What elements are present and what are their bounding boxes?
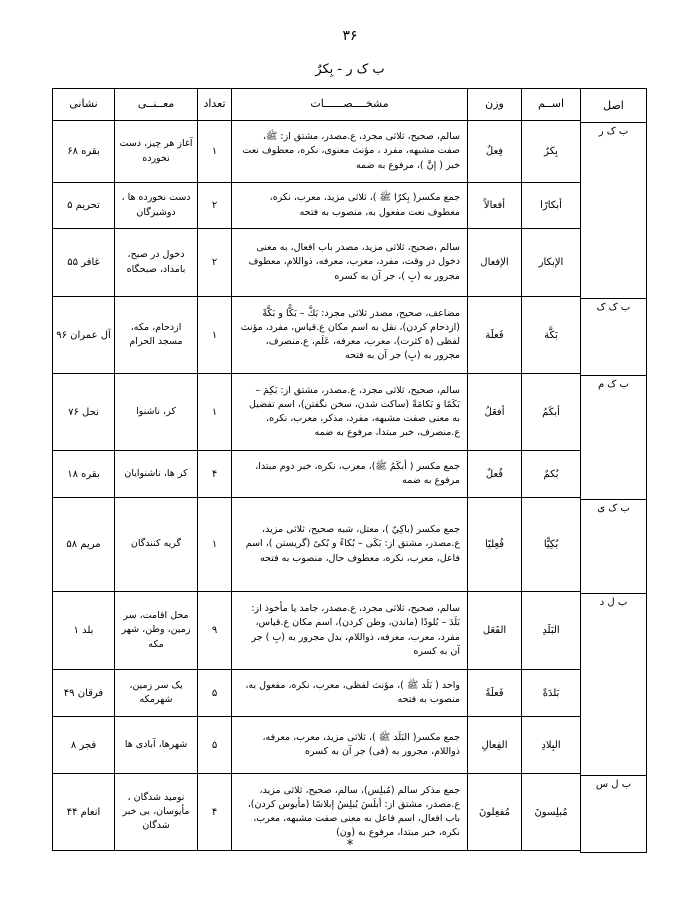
word-cell: الإبكار [522,229,581,297]
page-heading: ب ک ر - بِکرٌ [315,62,385,77]
description-cell: مضاعف، صحیح، مصدر ثلاثی مجرد: بَكَّ – بَكًّا و بَكَّةً (ازدحام كردن)، نقل به اسم مكان ع.قیاس، مفرد، مؤنث لفظی (ة كثرت)، معرب، معرفه، عَلَم، ع.منصرف، مجرور به (بِ) جر آن به فتحه [232,297,468,374]
description-cell: جمع مذكر سالم (مُبلِس)، سالم، صحیح، ثلاثی مزید، ع.مصدر، مشتق از: أبلَسَ يُبلِسُ إبلاسًا (مأیوس كردن)، باب افعال، اسم فاعل به معنی صفت مشبهه، معرب، نكره، خبر مبتدا، مرفوع به (ون) [232,774,468,851]
root-cell: ب ل س [581,776,647,853]
count-cell: ۲ [198,183,232,229]
root-header-row [581,89,647,123]
reference-cell: آل عمران ۹۶ [53,297,115,374]
table-row [53,374,581,451]
header-mana: معــنــی [115,89,198,121]
description-cell: سالم، صحیح، ثلاثی مجرد، ع.مصدر، مشتق از: بَكِمَ – بَكَمًا و بَكامَةً (ساكت شدن، سخن نگفتن)، اسم تفضیل به معنی صفت مشبهه، مفرد، مذكر، معرب، نكره، ع.منصرف، خبر مبتدا، مرفوع به ضمه [232,374,468,451]
reference-cell: فرقان ۴۹ [53,670,115,717]
count-cell: ۵ [198,717,232,774]
wazn-cell: الإفعال [468,229,522,297]
root-row [581,594,647,776]
header-moshakhasat: مشخــــصــــــات [232,89,468,121]
count-cell: ۱ [198,498,232,592]
count-cell: ۱ [198,297,232,374]
table-row [53,229,581,297]
reference-cell: نحل ۷۶ [53,374,115,451]
meaning-cell: گریه كنندگان [115,498,198,592]
header-tedad: تعداد [198,89,232,121]
wazn-cell: أفعالاً [468,183,522,229]
description-cell: جمع مكسر (باكِيٌ )، معتل، شبه صحیح، ثلاثی مزید، ع.مصدر، مشتق از: بَكَى – بُكاءً و بُكىً (گریستن )، اسم فاعل، معرب، نكره، معطوف حال، منصوب به فتحه [232,498,468,592]
description-cell: سالم، صحیح، ثلاثی مجرد، ع.مصدر، جامد یا مأخوذ از: بَلَدَ – بُلودًا (ماندن، وطن كردن)، اسم مكان ع.قیاس، مفرد، معرب، معرفه، ذواللام، بدل مجرور به (بِ ) جر آن به كسره [232,592,468,670]
footer-mark: * [346,838,354,853]
word-cell: بِکرٌ [522,121,581,183]
table-row [53,592,581,670]
root-row [581,500,647,594]
reference-cell: بقره ۱۸ [53,451,115,498]
root-cell: ب ک ک [581,299,647,376]
description-cell: جمع مكسر( البَلَد ﷺ )، ثلاثی مزید، معرب، معرفه، ذواللام، مجرور به (فی) جر آن به كسره [232,717,468,774]
wazn-cell: فُعِلیًا [468,498,522,592]
table-row [53,498,581,592]
count-cell: ۱ [198,121,232,183]
word-cell: أبكارًا [522,183,581,229]
meaning-cell: شهرها، آبادی ها [115,717,198,774]
reference-cell: غافر ۵۵ [53,229,115,297]
count-cell: ۴ [198,451,232,498]
description-cell: سالم ،صحیح، ثلاثی مزید، مصدر باب افعال، به معنی دخول در وقت، مفرد، معرب، معرفه، ذواللام، معطوف مجرور به (بِ )، جر آن به كسره [232,229,468,297]
table-row [53,451,581,498]
description-cell: سالم، صحیح، ثلاثی مجرد، ع.مصدر، مشتق از: ﷺ، صفت مشبهه، مفرد ، مؤنث معنوی، نکره، معطوف نعت خبر ( إنَّ )، مرفوع به ضمه [232,121,468,183]
wazn-cell: فُعلٌ [468,451,522,498]
description-cell: جمع مكسر( بِكرٌا ﷺ )، ثلاثی مزید، معرب، نكره، معطوف نعت مفعول به، منصوب به فتحه [232,183,468,229]
root-row [581,376,647,500]
word-cell: البِلادِ [522,717,581,774]
wazn-cell: الفِعالِ [468,717,522,774]
reference-cell: بقره ۶۸ [53,121,115,183]
table-header-row [53,89,581,121]
root-row [581,123,647,299]
table-row [53,717,581,774]
wazn-cell: الفَعَل [468,592,522,670]
wazn-cell: مُفعِلونَ [468,774,522,851]
word-cell: البَلَدِ [522,592,581,670]
count-cell: ۹ [198,592,232,670]
meaning-cell: آغاز هر چیز، دست نخورده [115,121,198,183]
header-wazn: وزن [468,89,522,121]
root-row [581,299,647,376]
root-cell: ب ک ی [581,500,647,594]
meaning-cell: دخول در صبح، بامداد، صبحگاه [115,229,198,297]
word-cell: أبكَمُ [522,374,581,451]
table-row [53,183,581,229]
page-number: ۳۶ [342,28,358,44]
root-cell: ب ک م [581,376,647,500]
wazn-cell: فَعلَة [468,297,522,374]
word-cell: بَلدَةً [522,670,581,717]
description-cell: واحد ( بَلَد ﷺ )، مؤنث لفظی، معرب، نكره، مفعول به، منصوب به فتحه [232,670,468,717]
count-cell: ۵ [198,670,232,717]
reference-cell: مریم ۵۸ [53,498,115,592]
meaning-cell: كر، ناشنوا [115,374,198,451]
header-ism: اســم [522,89,581,121]
word-cell: بَكَّة [522,297,581,374]
reference-cell: فجر ۸ [53,717,115,774]
wazn-cell: أفعَلُ [468,374,522,451]
meaning-cell: دست نخورده ها ، دوشیزگان [115,183,198,229]
root-cell: ب ل د [581,594,647,776]
table-row [53,297,581,374]
count-cell: ۲ [198,229,232,297]
meaning-cell: نومید شدگان ، مأیوسان، بی خبر شدگان [115,774,198,851]
wazn-cell: فَعلَةً [468,670,522,717]
word-cell: بُكمٌ [522,451,581,498]
reference-cell: تحریم ۵ [53,183,115,229]
header-neshani: نشانی [53,89,115,121]
meaning-cell: ازدحام، مكه، مسجد الحرام [115,297,198,374]
header-asl: اصل [581,89,647,123]
description-cell: جمع مكسر ( أبكَمُ ﷺ)، معرب، نكره، خبر دوم مبتدا، مرفوع به ضمه [232,451,468,498]
meaning-cell: كر ها، ناشنوایان [115,451,198,498]
meaning-cell: یک سر زمین، شهرمكه [115,670,198,717]
word-cell: مُبلِسونَ [522,774,581,851]
wazn-cell: فِعلٌ [468,121,522,183]
reference-cell: بلد ۱ [53,592,115,670]
meaning-cell: محل اقامت، سر زمین، وطن، شهر مكه [115,592,198,670]
word-cell: بُكِيًّا [522,498,581,592]
root-column [580,88,647,853]
table-row [53,670,581,717]
table-row [53,121,581,183]
count-cell: ۴ [198,774,232,851]
word-analysis-table [52,88,581,851]
count-cell: ۱ [198,374,232,451]
root-cell: ب ک ر [581,123,647,299]
reference-cell: انعام ۴۴ [53,774,115,851]
